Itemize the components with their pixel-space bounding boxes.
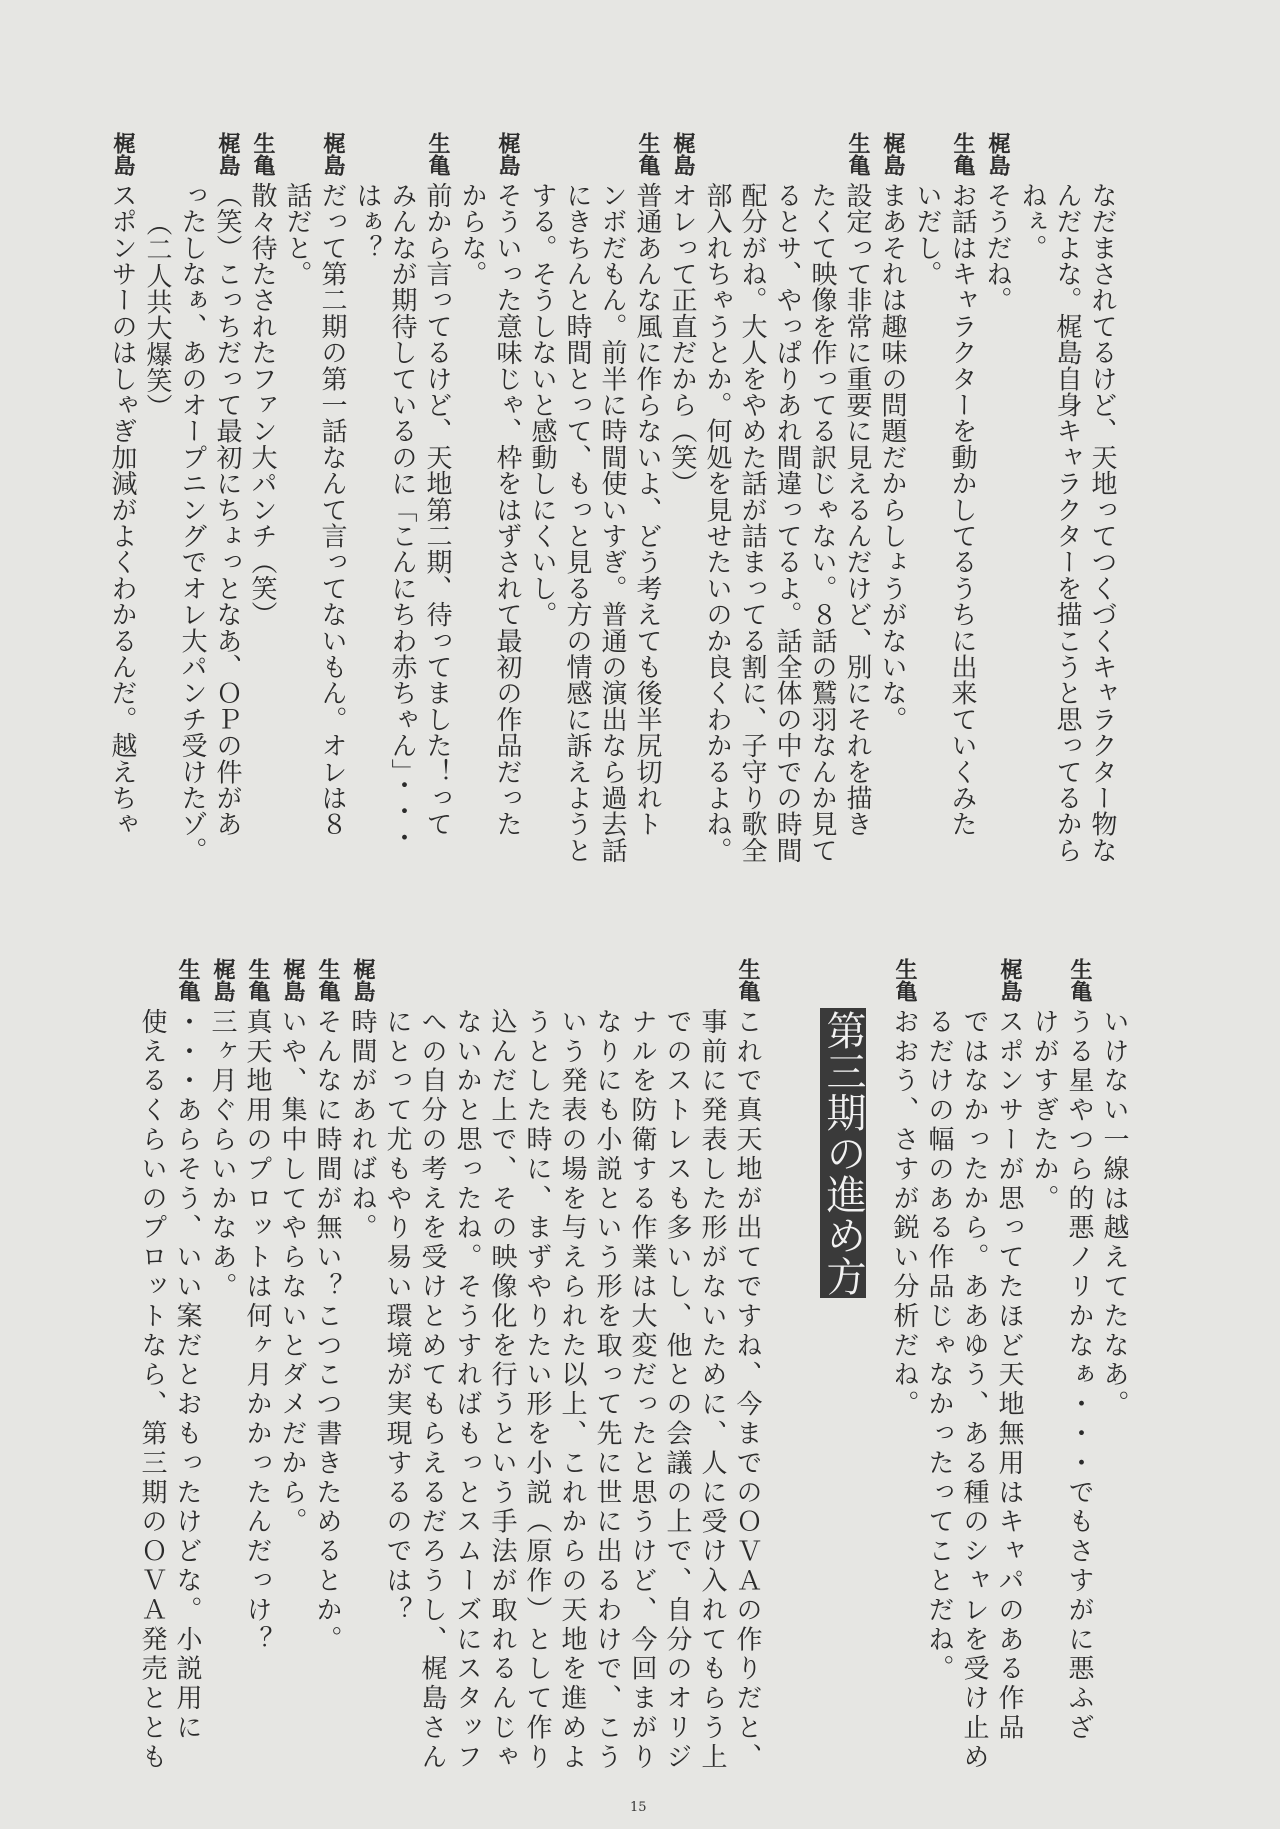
dialogue-text: いだし。 [912,182,942,287]
text-column [992,958,1027,1788]
dialogue-text: そうだね。 [982,182,1012,313]
speaker-label: 梶島 [670,132,695,176]
dialogue-text: たくて映像を作ってる訳じゃない。８話の鷲羽なんか見て [807,182,837,864]
dialogue-text: 真天地用のプロットは何ヶ月かかったんだっけ？ [242,1008,272,1655]
dialogue-text: んだよな。梶島自身キャラクターを描こうと思ってるから [1052,182,1082,864]
speaker-label: 生亀 [635,132,660,176]
dialogue-text: （笑）こっちだって最初にちょっとなあ、ＯＰの件があ [212,182,242,837]
dialogue-text: そういった意味じゃ、枠をはずされて最初の作品だった [492,182,522,837]
dialogue-text: 設定って非常に重要に見えるんだけど、別にそれを描き [842,182,872,837]
text-column [922,958,957,1788]
text-column [805,132,840,872]
text-column [560,132,595,872]
speaker-label: 梶島 [997,958,1022,1002]
text-column [700,132,735,872]
text-column [625,958,660,1788]
dialogue-text: する。そうしないと感動しにくいし。 [527,182,557,628]
text-column [135,958,170,1788]
dialogue-text: おおう、さすが鋭い分析だね。 [889,1008,919,1420]
text-column [525,132,560,872]
dialogue-text: 使えるくらいのプロットなら、第三期のＯＶＡ発売ととも [137,1008,167,1773]
dialogue-text: いう発表の場を与えられた以上、これからの天地を進めよ [557,1008,587,1773]
text-column [660,958,695,1788]
text-column [730,958,765,1788]
speaker-label: 梶島 [215,132,240,176]
text-column [980,132,1015,872]
dialogue-text: だって第二期の第一話なんて言ってないもん。オレは８ [317,182,347,837]
speaker-label: 梶島 [880,132,905,176]
text-column [1097,958,1132,1788]
text-column [205,958,240,1788]
text-column [520,958,555,1788]
text-column [415,958,450,1788]
speaker-label: 生亀 [1067,958,1092,1002]
dialogue-text: 前から言ってるけど、天地第二期、待ってました！って [422,182,452,837]
dialogue-text: みんなが期待しているのに「こんにちわ赤ちゃん」・・・ [387,182,417,851]
dialogue-text: 部入れちゃうとか。何処を見せたいのか良くわかるよね。 [702,182,732,864]
text-column [170,958,205,1788]
speaker-label: 梶島 [495,132,520,176]
dialogue-text: （二人共大爆笑） [142,210,172,420]
dialogue-text: スポンサーのはしゃぎ加減がよくわかるんだ。越えちゃ [107,182,137,837]
text-column [1085,132,1120,872]
text-column [735,132,770,872]
dialogue-text: うとした時に、まずやりたい形を小説（原作）として作り [522,1008,552,1773]
text-column [385,132,420,872]
text-column [280,132,315,872]
text-column [910,132,945,872]
dialogue-text: けがすぎたか。 [1029,1008,1059,1214]
dialogue-text: ねぇ。 [1017,182,1047,261]
speaker-label: 生亀 [250,132,275,176]
dialogue-text: 事前に発表した形がないために、人に受け入れてもらう上 [697,1008,727,1773]
text-column [630,132,665,872]
text-column [140,132,175,872]
dialogue-text: いや、集中してやらないとダメだから。 [277,1008,307,1538]
speaker-label: 生亀 [950,132,975,176]
text-column [245,132,280,872]
text-column [695,958,730,1788]
text-column [555,958,590,1788]
dialogue-text: まあそれは趣味の問題だからしょうがないな。 [877,182,907,733]
speaker-label: 生亀 [735,958,760,1002]
text-column [945,132,980,872]
speaker-label: 梶島 [350,958,375,1002]
dialogue-text: 普通あんな風に作らないよ、どう考えても後半尻切れト [632,182,662,837]
speaker-label: 生亀 [175,958,200,1002]
dialogue-text: ナルを防衛する作業は大変だったと思うけど、今回まがり [627,1008,657,1773]
text-column [240,958,275,1788]
text-column [275,958,310,1788]
text-column [310,958,345,1788]
dialogue-text: お話はキャラクターを動かしてるうちに出来ていくみた [947,182,977,837]
text-column [770,132,805,872]
dialogue-text: ・・・あらそう、いい案だとおもったけどな。小説用に [172,1008,202,1743]
speaker-label: 梶島 [320,132,345,176]
text-column [345,958,380,1788]
text-column [105,132,140,872]
text-column [1015,132,1050,872]
text-column [175,132,210,872]
dialogue-block-bottom-right [887,958,1132,1788]
dialogue-text: これで真天地が出てですね、今までのＯＶＡの作りだと、 [732,1008,762,1773]
text-column [590,958,625,1788]
speaker-label: 生亀 [245,958,270,1002]
dialogue-text: からな。 [457,182,487,287]
page-number: 15 [630,1800,647,1815]
speaker-label: 梶島 [110,132,135,176]
speaker-label: 生亀 [845,132,870,176]
dialogue-text: るだけの幅のある作品じゃなかったってことだね。 [924,1008,954,1685]
section-heading: 第三期の進め方 [820,1009,866,1297]
dialogue-text: でのストレスも多いし、他との会議の上で、自分のオリジ [662,1008,692,1773]
text-column [315,132,350,872]
text-column [210,132,245,872]
dialogue-text: スポンサーが思ってたほど天地無用はキャパのある作品 [994,1008,1024,1743]
dialogue-block-bottom-left [135,958,765,1788]
text-column [450,958,485,1788]
speaker-label: 梶島 [280,958,305,1002]
dialogue-text: なりにも小説という形を取って先に世に出るわけで、こう [592,1008,622,1773]
text-column [455,132,490,872]
text-column [1062,958,1097,1788]
speaker-label: 梶島 [985,132,1010,176]
text-column [957,958,992,1788]
dialogue-text: はぁ？ [352,182,382,261]
dialogue-text: いけない一線は越えてたなあ。 [1099,1008,1129,1420]
dialogue-block-top [105,132,1120,872]
text-column [490,132,525,872]
text-column [875,132,910,872]
dialogue-text: ないかと思ったね。そうすればもっとスムーズにスタッフ [452,1008,482,1773]
speaker-label: 梶島 [210,958,235,1002]
dialogue-text: ンボだもん。前半に時間使いすぎ。普通の演出なら過去話 [597,182,627,864]
text-column [350,132,385,872]
dialogue-text: 三ヶ月ぐらいかなあ。 [207,1008,237,1302]
speaker-label: 生亀 [315,958,340,1002]
dialogue-text: なだまされてるけど、天地ってつくづくキャラクター物な [1087,182,1117,864]
text-column [420,132,455,872]
dialogue-text: 込んだ上で、その映像化を行うという手法が取れるんじゃ [487,1008,517,1773]
text-column [1050,132,1085,872]
dialogue-text: 配分がね。大人をやめた話が詰まってる割に、子守り歌全 [737,182,767,864]
dialogue-text: への自分の考えを受けとめてもらえるだろうし、梶島さん [417,1008,447,1773]
speaker-label: 生亀 [425,132,450,176]
text-column [485,958,520,1788]
text-column [840,132,875,872]
speaker-label: 生亀 [892,958,917,1002]
dialogue-text: うる星やつら的悪ノリかなぁ・・・でもさすがに悪ふざ [1064,1008,1094,1743]
dialogue-text: ではなかったから。ああゆう、ある種のシャレを受け止め [959,1008,989,1773]
text-column [887,958,922,1788]
dialogue-text: 散々待たされたファン大パンチ（笑） [247,182,277,628]
dialogue-text: 話だと。 [282,182,312,287]
dialogue-text: にきちんと時間とって、もっと見る方の情感に訴えようと [562,182,592,864]
text-column [380,958,415,1788]
dialogue-text: にとって尤もやり易い環境が実現するのでは？ [382,1008,412,1626]
dialogue-text: 時間があればね。 [347,1008,377,1244]
dialogue-text: るとサ、やっぱりあれ間違ってるよ。話全体の中での時間 [772,182,802,864]
dialogue-text: オレって正直だから（笑） [667,182,697,497]
text-column [595,132,630,872]
text-column [1027,958,1062,1788]
text-column [665,132,700,872]
dialogue-text: そんなに時間が無い？こつこつ書きためるとか。 [312,1008,342,1655]
dialogue-text: ったしなぁ、あのオープニングでオレ大パンチ受けたゾ。 [177,182,207,864]
